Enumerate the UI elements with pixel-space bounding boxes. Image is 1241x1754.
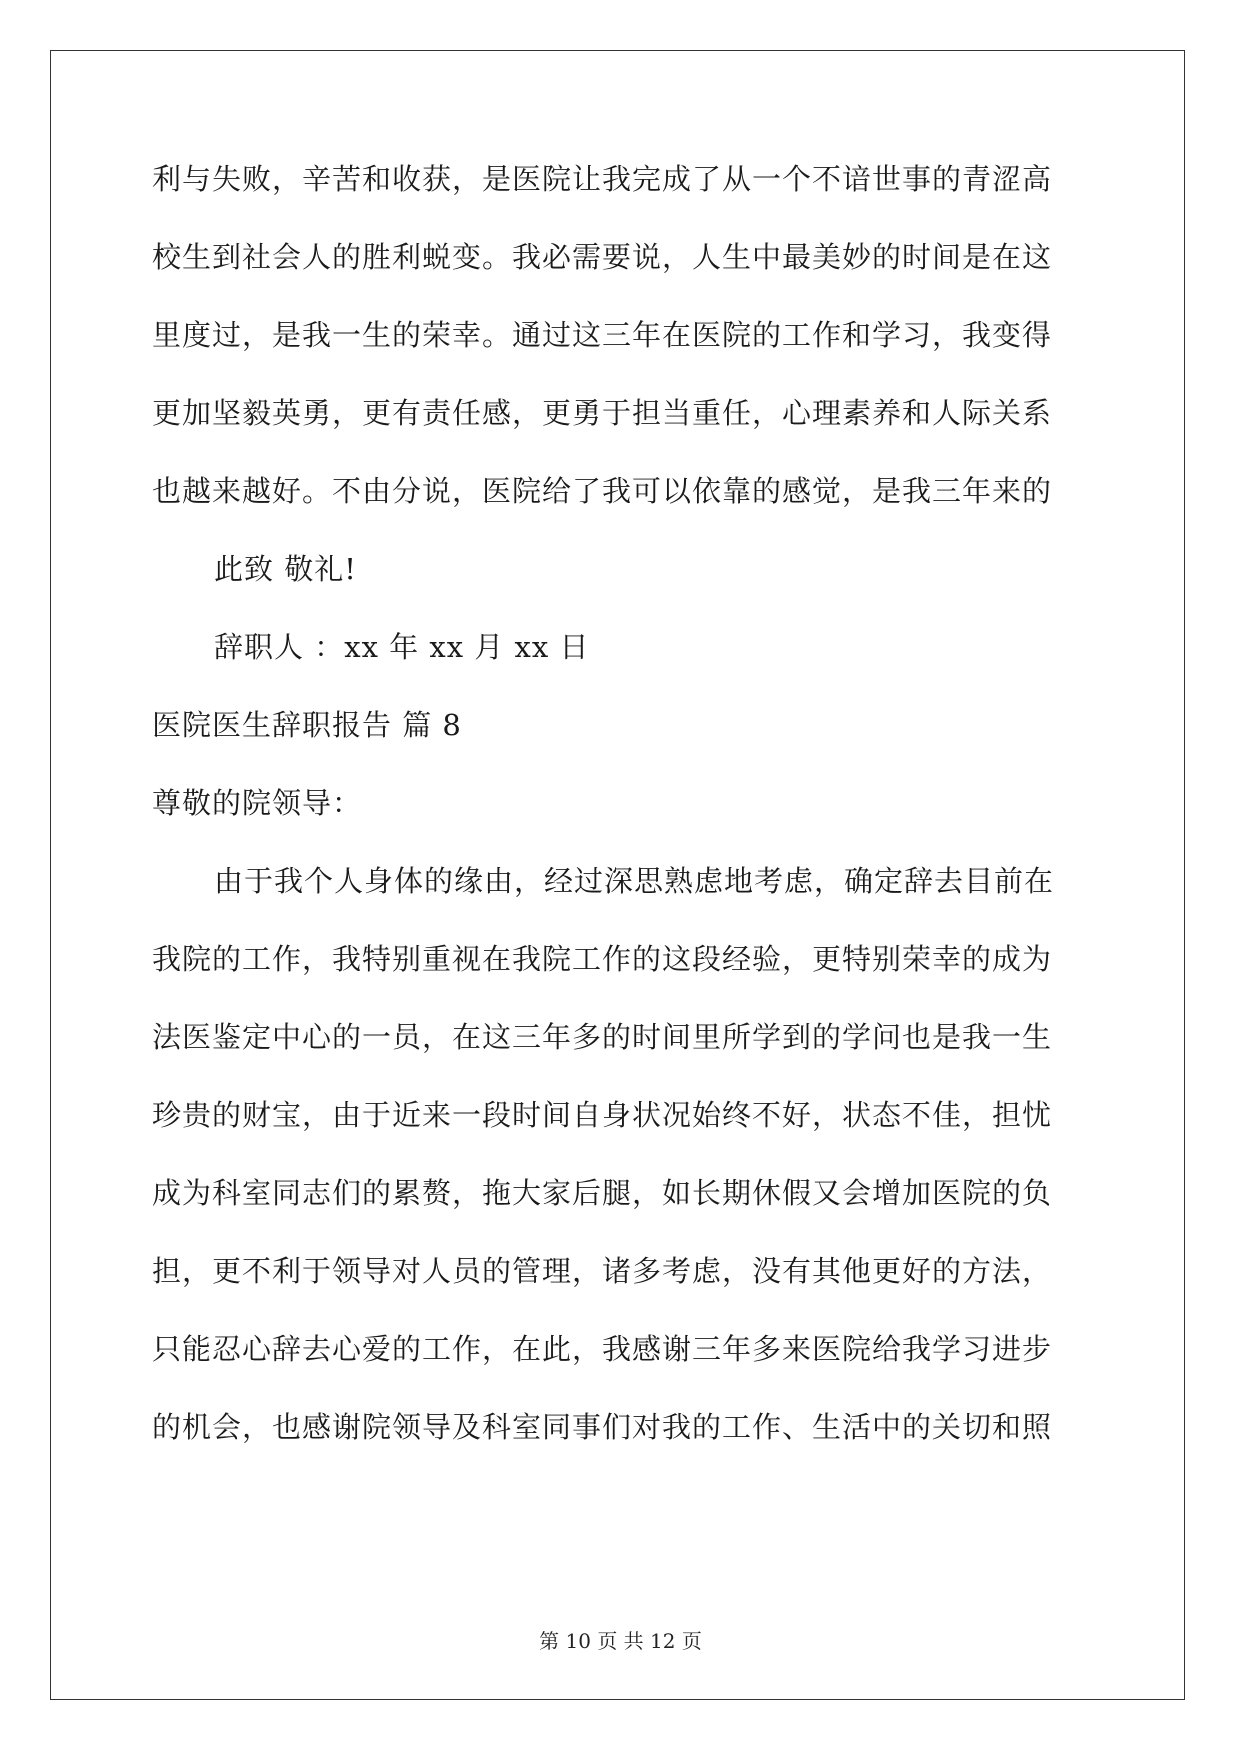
text-line: 担，更不利于领导对人员的管理，诸多考虑，没有其他更好的方法， (152, 1254, 1053, 1288)
text-line: 由于我个人身体的缘由，经过深思熟虑地考虑，确定辞去目前在 (214, 864, 1055, 898)
text-line: 成为科室同志们的累赘，拖大家后腿，如长期休假又会增加医院的负 (152, 1176, 1053, 1210)
text-line: 珍贵的财宝，由于近来一段时间自身状况始终不好，状态不佳，担忧 (152, 1098, 1053, 1132)
text-line: 只能忍心辞去心爱的工作，在此，我感谢三年多来医院给我学习进步 (152, 1332, 1053, 1366)
closing-salutation: 此致 敬礼! (214, 552, 357, 586)
text-line: 利与失败，辛苦和收获，是医院让我完成了从一个不谙世事的青涩高 (152, 162, 1053, 196)
text-line: 更加坚毅英勇，更有责任感，更勇于担当重任，心理素养和人际关系 (152, 396, 1053, 430)
text-line: 也越来越好。不由分说，医院给了我可以依靠的感觉，是我三年来的 (152, 474, 1053, 508)
text-line: 的机会，也感谢院领导及科室同事们对我的工作、生活中的关切和照 (152, 1410, 1053, 1444)
document-body (152, 160, 1092, 1486)
signature-line: 辞职人 ：xx 年 xx 月 xx 日 (214, 630, 590, 664)
text-line: 里度过，是我一生的荣幸。通过这三年在医院的工作和学习，我变得 (152, 318, 1053, 352)
greeting: 尊敬的院领导： (152, 786, 363, 820)
text-line: 我院的工作，我特别重视在我院工作的这段经验，更特别荣幸的成为 (152, 942, 1053, 976)
page-number-footer: 第 10 页 共 12 页 (539, 1629, 702, 1653)
text-line: 法医鉴定中心的一员，在这三年多的时间里所学到的学问也是我一生 (152, 1020, 1053, 1054)
text-line: 校生到社会人的胜利蜕变。我必需要说，人生中最美妙的时间是在这 (152, 240, 1053, 274)
section-heading: 医院医生辞职报告 篇 8 (152, 708, 462, 742)
